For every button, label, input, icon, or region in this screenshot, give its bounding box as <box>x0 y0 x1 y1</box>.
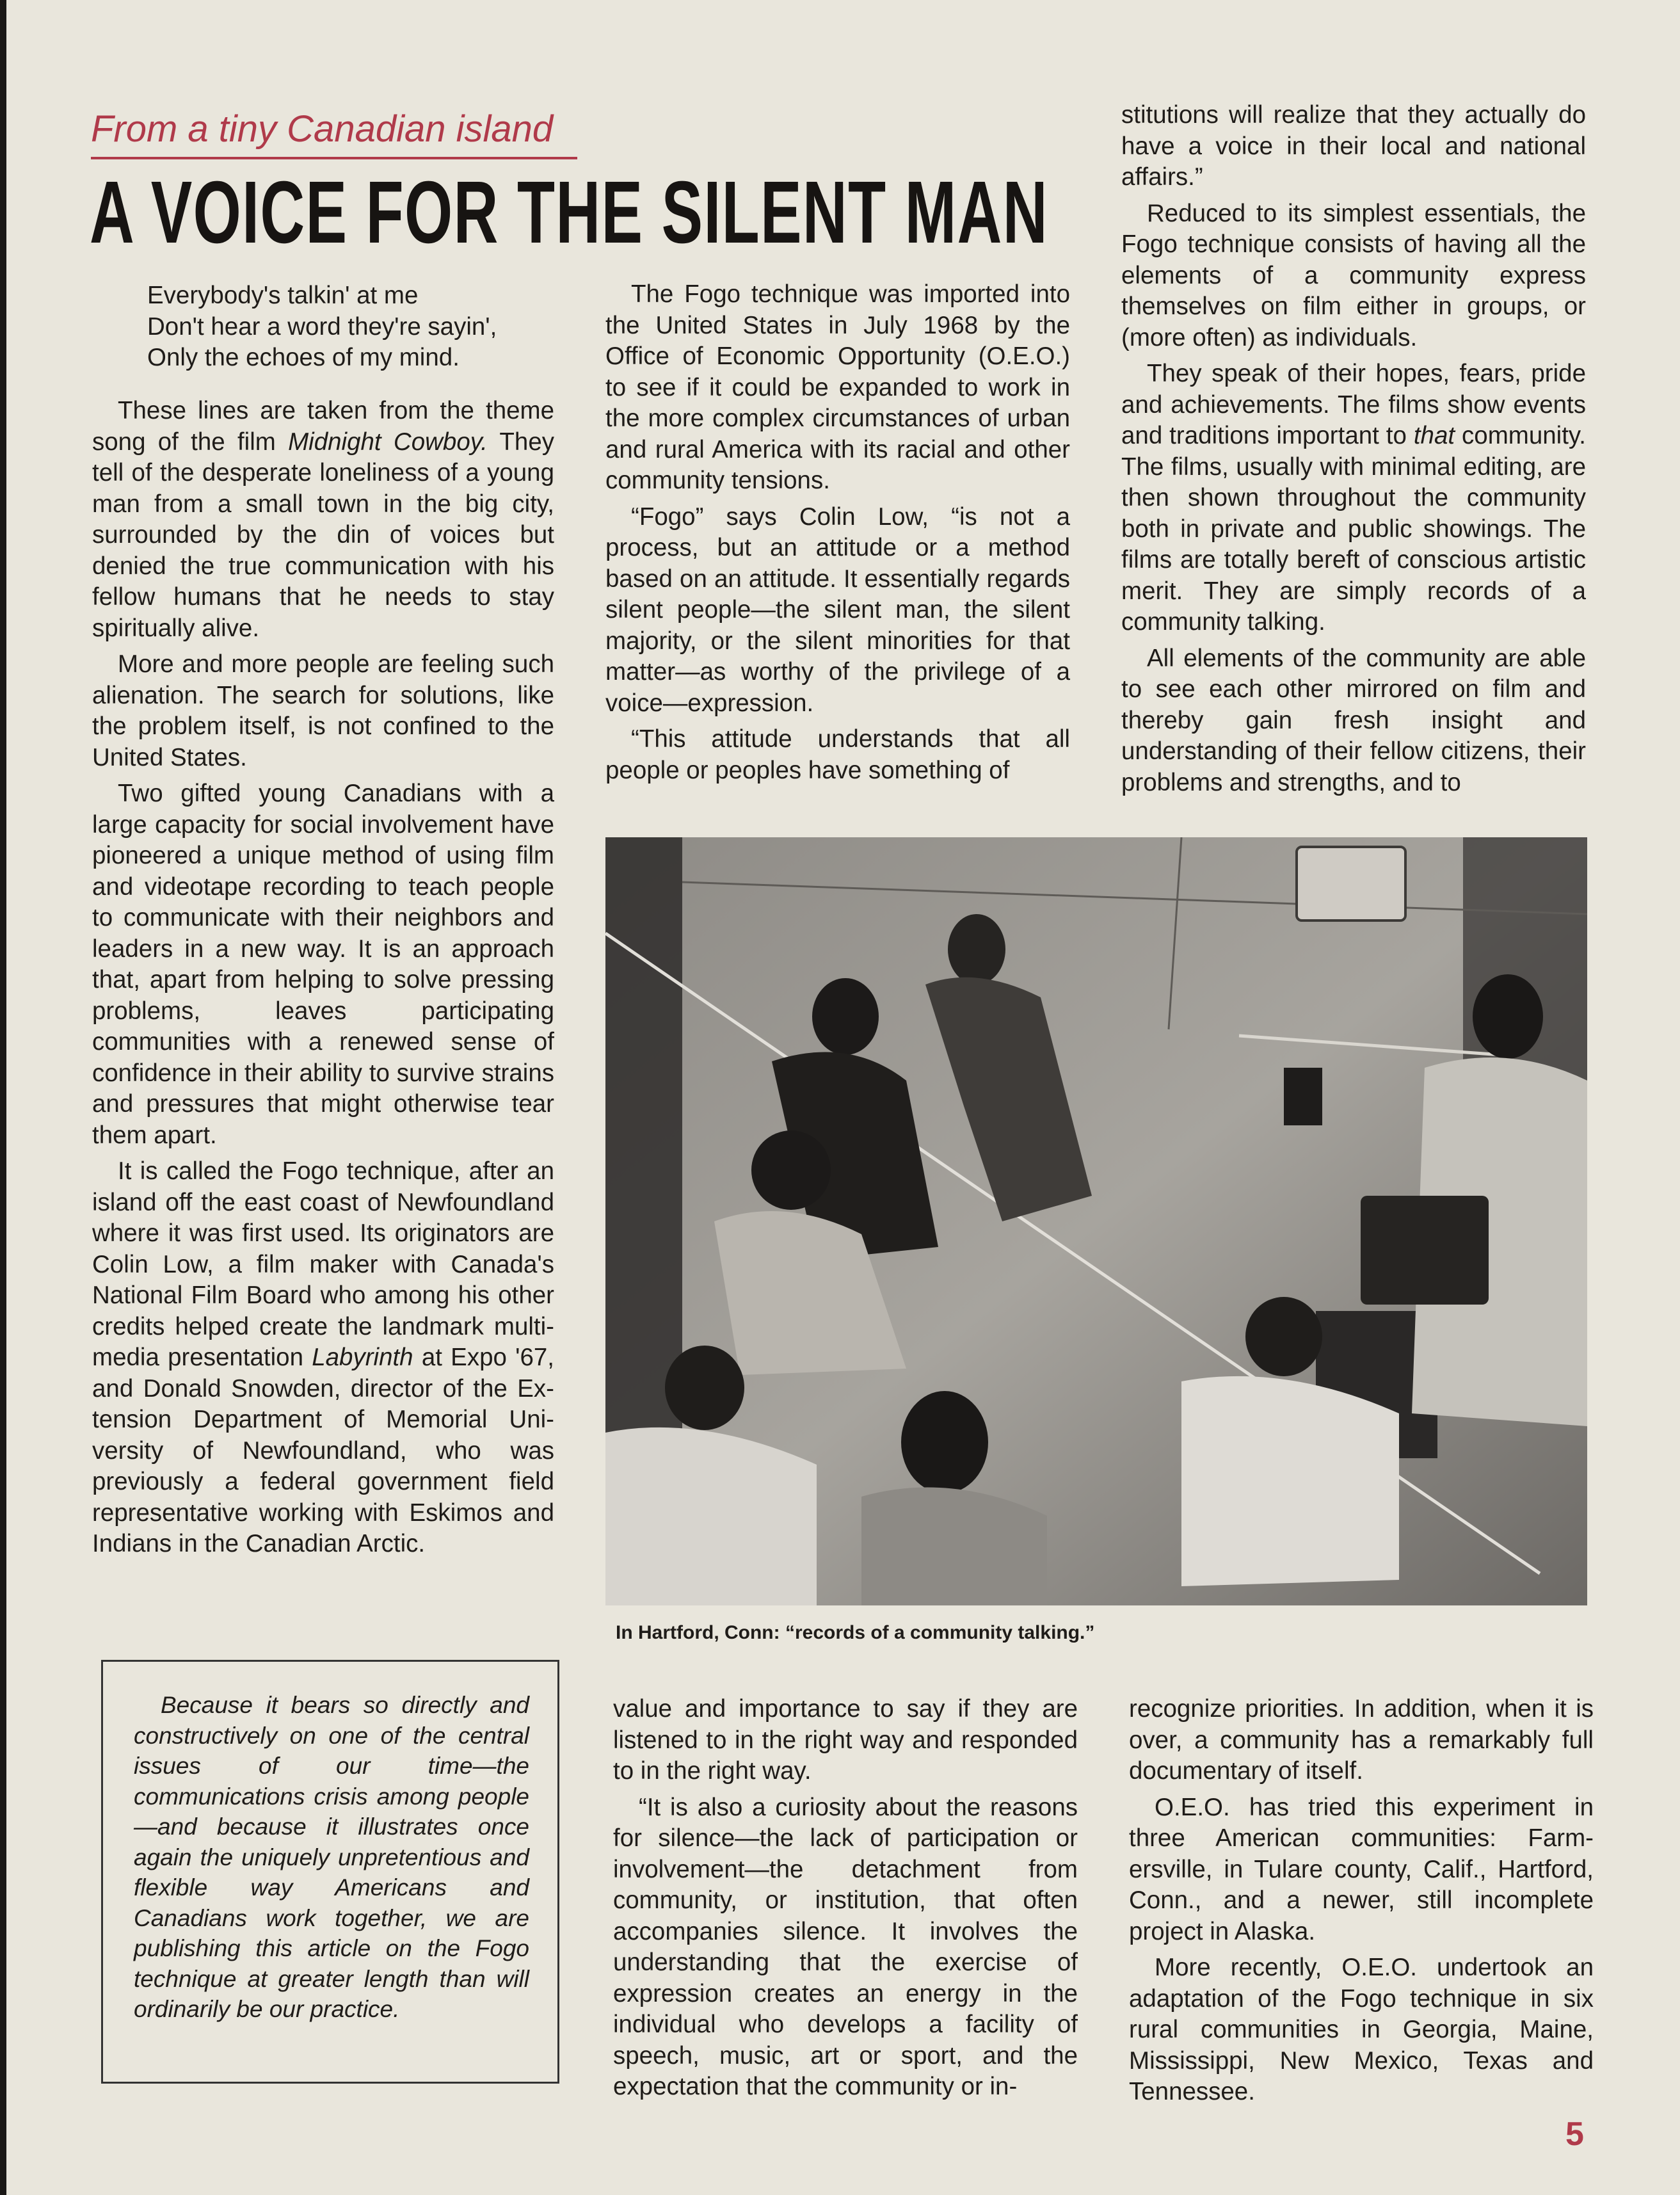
paragraph: O.E.O. has tried this experiment in three American communities: Farmersville, in Tulare county, Calif., Hartford, Conn., and a newer, still incomplete project in Alaska. <box>1129 1793 1594 1945</box>
paragraph: “It is also a curiosity about the reasons for silence—the lack of participation or involvement—the detachment from community, or institution, that often accompanies silence. It involves the understanding that the exercise of expression creates an energy in the individual who develops a facility of speech, music, art or sport, and the expectation that the community or in- <box>613 1793 1078 2100</box>
paragraph: Reduced to its simplest essentials, the Fogo technique consists of having all the elements of a community express themselves on film either in groups, or (more often) as individuals. <box>1121 199 1586 351</box>
page-number: 5 <box>1565 2116 1584 2153</box>
film-title: Midnight Cowboy. <box>288 428 488 456</box>
paragraph: “Fogo” says Colin Low, “is not a process, but an attitude or a method based on an attitude. It essentially regards silent people—the silent man, the silent majority, or the silent minorities for that matter—as worthy of the privilege of a voice—expression. <box>605 503 1070 717</box>
lyric-line: Don't hear a word they're sayin', <box>147 312 497 341</box>
paragraph: They speak of their hopes, fears, pride and achievements. The films show events and traditions important to that community. The films, usually with minimal editing, are then shown throughout the community both in private and public showings. The films are totally bereft of conscious artistic merit. They are simply records of a community talking. <box>1121 360 1586 636</box>
editor-note: Because it bears so directly and constructively on one of the central issues of our time—the communications crisis among people—and because it illustrates once again the uniquely unpretentious and flexible way Americans and Canadians work together, we are publishing this article on the Fogo technique at greater length than will ordinarily be our practice. <box>134 1692 529 2022</box>
paragraph: It is called the Fogo technique, after an island off the east coast of Newfoundland where it was first used. Its originators are Colin Low, a film maker with Canada's National Film Board who among his other credits helped create the landmark multi-media presentation Labyrinth at Expo '67, and Donald Snowden, director of the Extension Department of Memorial University of Newfoundland, who was previously a federal government field representative working with Eskimos and Indians in the Canadian Arctic. <box>92 1157 555 1557</box>
photo-caption: In Hartford, Conn: “records of a community talking.” <box>616 1622 1095 1643</box>
headline: A VOICE FOR THE SILENT MAN <box>90 163 1048 262</box>
paragraph: stitutions will realize that they actually do have a voice in their local and national affairs.” <box>1121 101 1586 191</box>
kicker: From a tiny Canadian island <box>91 108 577 159</box>
column-2-bottom <box>613 1694 1078 2108</box>
paragraph: value and importance to say if they are listened to in the right way and responded to in the right way. <box>613 1695 1078 1785</box>
song-lyrics <box>147 280 557 374</box>
paragraph: The Fogo technique was imported into the United States in July 1968 by the Office of Economic Opportunity (O.E.O.) to see if it could be expanded to work in the more complex circumstances of urban and rural America with its racial and other community tensions. <box>605 280 1070 494</box>
column-3-bottom <box>1129 1694 1594 2113</box>
binding-edge <box>0 0 6 2195</box>
paragraph: “This attitude understands that all people or peoples have something of <box>605 725 1070 784</box>
column-2-top <box>605 279 1070 791</box>
paragraph: These lines are taken from the theme song of the film Midnight Cowboy. They tell of the desperate loneliness of a young man from a small town in the big city, surrounded by the din of voices but denied the true communication with his fellow humans that he needs to stay spiritually alive. <box>92 397 554 642</box>
editor-note-box <box>101 1660 559 2084</box>
column-1 <box>92 396 554 1565</box>
photograph <box>605 837 1587 1605</box>
lyric-line: Only the echoes of my mind. <box>147 344 460 371</box>
work-title: Labyrinth <box>312 1344 413 1371</box>
paragraph: Two gifted young Canadians with a large capacity for social involvement have pioneered a unique method of using film and videotape recording to teach people to communicate with their neighbors and leaders in a new way. It is an approach that, apart from helping to solve pressing problems, leaves participating communities with a renewed sense of confidence in their ability to survive strains and pressures that might otherwise tear them apart. <box>92 780 554 1149</box>
paragraph: All elements of the community are able to see each other mirrored on film and thereby gain fresh insight and understanding of their fellow citizens, their problems and strengths, and to <box>1121 644 1586 796</box>
paragraph: More recently, O.E.O. undertook an adaptation of the Fogo technique in six rural communities in Georgia, Maine, Mississippi, New Mexico, Texas and Tennessee. <box>1129 1954 1594 2105</box>
paragraph: More and more people are feeling such alienation. The search for solutions, like the problem itself, is not confined to the United States. <box>92 650 554 771</box>
paragraph: recognize priorities. In addition, when it is over, a community has a remarkably full documentary of itself. <box>1129 1695 1594 1785</box>
column-3-top <box>1121 100 1586 803</box>
lyric-line: Everybody's talkin' at me <box>147 282 419 309</box>
photo-illustration <box>605 837 1587 1605</box>
